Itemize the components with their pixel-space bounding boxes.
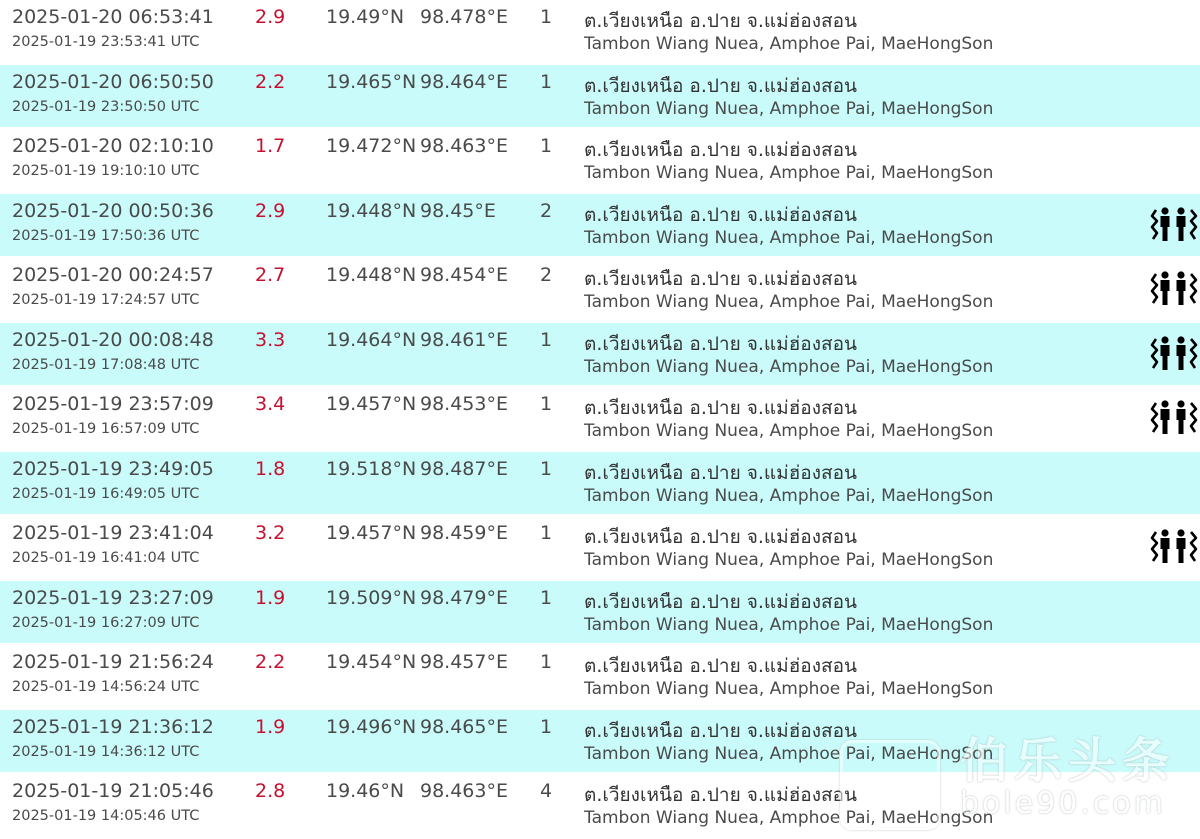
utc-time: 2025-01-19 17:50:36 UTC bbox=[12, 227, 200, 244]
location-thai[interactable]: ต.เวียงเหนือ อ.ปาย จ.แม่ฮ่องสอน bbox=[584, 655, 857, 677]
utc-time: 2025-01-19 14:05:46 UTC bbox=[12, 808, 200, 824]
location-english: Tambon Wiang Nuea, Amphoe Pai, MaeHongSon bbox=[584, 98, 994, 119]
utc-time: 2025-01-19 17:08:48 UTC bbox=[12, 356, 200, 373]
magnitude: 1.9 bbox=[255, 586, 286, 609]
felt-report-icon[interactable] bbox=[1150, 206, 1198, 244]
location-english: Tambon Wiang Nuea, Amphoe Pai, MaeHongSon bbox=[584, 292, 994, 312]
latitude: 19.465°N bbox=[326, 70, 417, 93]
location-english: Tambon Wiang Nuea, Amphoe Pai, MaeHongSon bbox=[584, 743, 994, 764]
longitude: 98.478°E bbox=[420, 6, 508, 28]
local-time: 2025-01-19 21:36:12 bbox=[12, 715, 214, 738]
watermark-url: bole90.com bbox=[960, 786, 1166, 821]
table-row[interactable] bbox=[0, 645, 1200, 709]
location-english: Tambon Wiang Nuea, Amphoe Pai, MaeHongSon bbox=[584, 34, 994, 54]
longitude: 98.454°E bbox=[420, 264, 508, 286]
table-row[interactable] bbox=[0, 129, 1200, 193]
location-thai[interactable]: ต.เวียงเหนือ อ.ปาย จ.แม่ฮ่องสอน bbox=[584, 268, 857, 290]
local-time: 2025-01-20 00:08:48 bbox=[12, 328, 214, 351]
location-thai[interactable]: ต.เวียงเหนือ อ.ปาย จ.แม่ฮ่องสอน bbox=[584, 203, 857, 226]
watermark-text: 伯乐头条 bbox=[960, 733, 1177, 789]
location-english: Tambon Wiang Nuea, Amphoe Pai, MaeHongSon bbox=[584, 614, 994, 635]
depth: 1 bbox=[540, 328, 553, 351]
latitude: 19.448°N bbox=[326, 264, 417, 286]
local-time: 2025-01-20 06:53:41 bbox=[12, 6, 214, 28]
location-thai[interactable]: ต.เวียงเหนือ อ.ปาย จ.แม่ฮ่องสอน bbox=[584, 74, 857, 97]
latitude: 19.46°N bbox=[326, 780, 405, 802]
location-thai[interactable]: ต.เวียงเหนือ อ.ปาย จ.แม่ฮ่องสอน bbox=[584, 784, 857, 806]
local-time: 2025-01-19 23:41:04 bbox=[12, 522, 214, 544]
felt-report-icon[interactable] bbox=[1150, 399, 1198, 437]
felt-report-icon[interactable] bbox=[1150, 270, 1198, 308]
local-time: 2025-01-20 00:24:57 bbox=[12, 264, 214, 286]
depth: 1 bbox=[540, 6, 553, 28]
latitude: 19.472°N bbox=[326, 135, 417, 157]
utc-time: 2025-01-19 23:50:50 UTC bbox=[12, 98, 200, 115]
latitude: 19.509°N bbox=[326, 586, 417, 609]
magnitude: 2.7 bbox=[255, 264, 286, 286]
felt-report-icon[interactable] bbox=[1150, 528, 1198, 566]
location-thai[interactable]: ต.เวียงเหนือ อ.ปาย จ.แม่ฮ่องสอน bbox=[584, 10, 857, 32]
location-thai[interactable]: ต.เวียงเหนือ อ.ปาย จ.แม่ฮ่องสอน bbox=[584, 139, 857, 161]
latitude: 19.464°N bbox=[326, 328, 417, 351]
utc-time: 2025-01-19 19:10:10 UTC bbox=[12, 163, 200, 179]
utc-time: 2025-01-19 17:24:57 UTC bbox=[12, 292, 200, 308]
utc-time: 2025-01-19 14:36:12 UTC bbox=[12, 743, 200, 760]
depth: 1 bbox=[540, 586, 553, 609]
local-time: 2025-01-20 00:50:36 bbox=[12, 199, 214, 222]
latitude: 19.496°N bbox=[326, 715, 417, 738]
table-row[interactable] bbox=[0, 258, 1200, 322]
felt-report-icon[interactable] bbox=[1150, 335, 1198, 373]
latitude: 19.448°N bbox=[326, 199, 417, 222]
depth: 1 bbox=[540, 393, 553, 415]
magnitude: 2.2 bbox=[255, 70, 286, 93]
magnitude: 3.3 bbox=[255, 328, 286, 351]
location-thai[interactable]: ต.เวียงเหนือ อ.ปาย จ.แม่ฮ่องสอน bbox=[584, 526, 857, 548]
longitude: 98.453°E bbox=[420, 393, 508, 415]
local-time: 2025-01-20 02:10:10 bbox=[12, 135, 214, 157]
latitude: 19.457°N bbox=[326, 522, 417, 544]
longitude: 98.459°E bbox=[420, 522, 508, 544]
location-english: Tambon Wiang Nuea, Amphoe Pai, MaeHongSon bbox=[584, 421, 994, 441]
table-row[interactable] bbox=[0, 387, 1200, 451]
table-row[interactable] bbox=[0, 516, 1200, 580]
local-time: 2025-01-19 21:56:24 bbox=[12, 651, 214, 673]
longitude: 98.479°E bbox=[420, 586, 508, 609]
utc-time: 2025-01-19 14:56:24 UTC bbox=[12, 679, 200, 695]
local-time: 2025-01-19 23:27:09 bbox=[12, 586, 214, 609]
magnitude: 2.2 bbox=[255, 651, 286, 673]
magnitude: 2.8 bbox=[255, 780, 286, 802]
location-thai[interactable]: ต.เวียงเหนือ อ.ปาย จ.แม่ฮ่องสอน bbox=[584, 397, 857, 419]
utc-time: 2025-01-19 16:41:04 UTC bbox=[12, 550, 200, 566]
depth: 2 bbox=[540, 264, 553, 286]
depth: 1 bbox=[540, 522, 553, 544]
location-english: Tambon Wiang Nuea, Amphoe Pai, MaeHongSon bbox=[584, 808, 994, 828]
longitude: 98.464°E bbox=[420, 70, 508, 93]
depth: 2 bbox=[540, 199, 553, 222]
table-row[interactable] bbox=[0, 710, 1200, 774]
latitude: 19.49°N bbox=[326, 6, 405, 28]
longitude: 98.45°E bbox=[420, 199, 496, 222]
location-english: Tambon Wiang Nuea, Amphoe Pai, MaeHongSon bbox=[584, 550, 994, 570]
location-thai[interactable]: ต.เวียงเหนือ อ.ปาย จ.แม่ฮ่องสอน bbox=[584, 590, 857, 613]
longitude: 98.487°E bbox=[420, 457, 508, 480]
depth: 1 bbox=[540, 715, 553, 738]
location-thai[interactable]: ต.เวียงเหนือ อ.ปาย จ.แม่ฮ่องสอน bbox=[584, 719, 857, 742]
table-row[interactable] bbox=[0, 581, 1200, 645]
local-time: 2025-01-19 23:57:09 bbox=[12, 393, 214, 415]
depth: 4 bbox=[540, 780, 553, 802]
depth: 1 bbox=[540, 135, 553, 157]
local-time: 2025-01-19 23:49:05 bbox=[12, 457, 214, 480]
table-row[interactable] bbox=[0, 774, 1200, 838]
table-row[interactable] bbox=[0, 65, 1200, 129]
longitude: 98.463°E bbox=[420, 780, 508, 802]
location-english: Tambon Wiang Nuea, Amphoe Pai, MaeHongSon bbox=[584, 163, 994, 183]
magnitude: 1.7 bbox=[255, 135, 286, 157]
location-thai[interactable]: ต.เวียงเหนือ อ.ปาย จ.แม่ฮ่องสอน bbox=[584, 332, 857, 355]
longitude: 98.465°E bbox=[420, 715, 508, 738]
location-english: Tambon Wiang Nuea, Amphoe Pai, MaeHongSon bbox=[584, 679, 994, 699]
magnitude: 3.2 bbox=[255, 522, 286, 544]
longitude: 98.463°E bbox=[420, 135, 508, 157]
latitude: 19.457°N bbox=[326, 393, 417, 415]
longitude: 98.457°E bbox=[420, 651, 508, 673]
location-thai[interactable]: ต.เวียงเหนือ อ.ปาย จ.แม่ฮ่องสอน bbox=[584, 461, 857, 484]
table-row[interactable] bbox=[0, 452, 1200, 516]
utc-time: 2025-01-19 16:57:09 UTC bbox=[12, 421, 200, 437]
table-row[interactable] bbox=[0, 194, 1200, 258]
utc-time: 2025-01-19 16:27:09 UTC bbox=[12, 614, 200, 631]
table-row[interactable] bbox=[0, 323, 1200, 387]
magnitude: 3.4 bbox=[255, 393, 286, 415]
depth: 1 bbox=[540, 651, 553, 673]
utc-time: 2025-01-19 23:53:41 UTC bbox=[12, 34, 200, 50]
location-english: Tambon Wiang Nuea, Amphoe Pai, MaeHongSon bbox=[584, 356, 994, 377]
latitude: 19.518°N bbox=[326, 457, 417, 480]
longitude: 98.461°E bbox=[420, 328, 508, 351]
magnitude: 1.8 bbox=[255, 457, 286, 480]
magnitude: 1.9 bbox=[255, 715, 286, 738]
depth: 1 bbox=[540, 457, 553, 480]
depth: 1 bbox=[540, 70, 553, 93]
magnitude: 2.9 bbox=[255, 6, 286, 28]
utc-time: 2025-01-19 16:49:05 UTC bbox=[12, 485, 200, 502]
location-english: Tambon Wiang Nuea, Amphoe Pai, MaeHongSon bbox=[584, 485, 994, 506]
location-english: Tambon Wiang Nuea, Amphoe Pai, MaeHongSon bbox=[584, 227, 994, 248]
table-row[interactable] bbox=[0, 0, 1200, 64]
latitude: 19.454°N bbox=[326, 651, 417, 673]
local-time: 2025-01-20 06:50:50 bbox=[12, 70, 214, 93]
local-time: 2025-01-19 21:05:46 bbox=[12, 780, 214, 802]
magnitude: 2.9 bbox=[255, 199, 286, 222]
